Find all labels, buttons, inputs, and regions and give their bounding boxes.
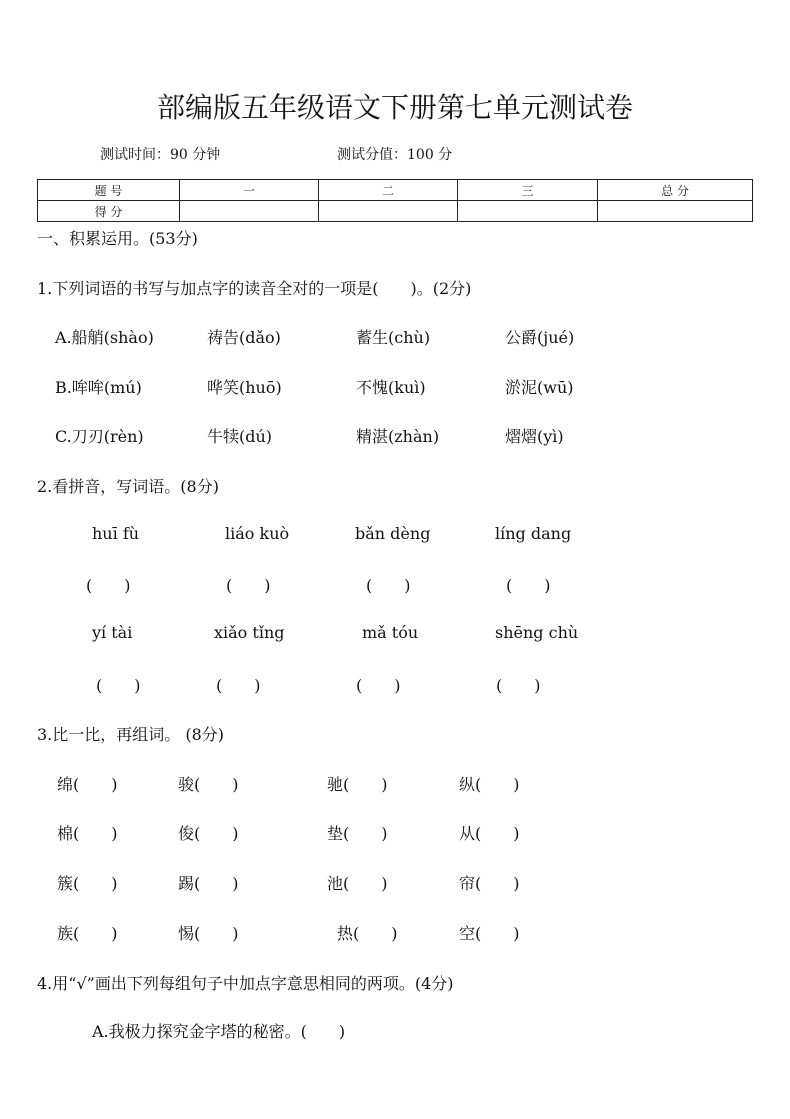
compare-item[interactable]: 棉( ) [57, 824, 118, 843]
score-header-cell: 一 [180, 180, 319, 201]
pinyin-label: yí tài [92, 623, 133, 642]
score-row-label: 得 分 [38, 201, 180, 222]
compare-item[interactable]: 池( ) [327, 874, 388, 893]
q1-option: 蓄生(chù) [356, 328, 431, 347]
compare-item[interactable]: 俊( ) [178, 824, 239, 843]
pinyin-label: liáo kuò [225, 524, 290, 543]
test-score: 测试分值：100 分 [337, 147, 453, 163]
q1-option: C.刀刃(rèn) [55, 427, 144, 446]
answer-blank[interactable]: ( ) [216, 676, 261, 695]
compare-item[interactable]: 从( ) [459, 824, 520, 843]
compare-item[interactable]: 惕( ) [178, 924, 239, 943]
compare-item[interactable]: 垫( ) [327, 824, 388, 843]
q1-option: 精湛(zhàn) [356, 427, 440, 446]
score-cell[interactable] [319, 201, 458, 222]
compare-item[interactable]: 纵( ) [459, 775, 520, 794]
q1-option: 公爵(jué) [505, 328, 575, 347]
pinyin-label: shēng chù [495, 623, 579, 642]
q1-option: B.哞哞(mú) [55, 378, 142, 397]
score-table [37, 179, 753, 222]
compare-item[interactable]: 空( ) [459, 924, 520, 943]
q1-option: 牛犊(dú) [207, 427, 273, 446]
answer-blank[interactable]: ( ) [506, 576, 551, 595]
page-title: 部编版五年级语文下册第七单元测试卷 [156, 91, 633, 124]
pinyin-label: xiǎo tǐng [214, 623, 285, 642]
answer-blank[interactable]: ( ) [496, 676, 541, 695]
score-header-cell: 三 [458, 180, 598, 201]
compare-item[interactable]: 族( ) [57, 924, 118, 943]
compare-item[interactable]: 踢( ) [178, 874, 239, 893]
score-header-cell: 题 号 [38, 180, 180, 201]
q4-option-a: A.我极力探究金字塔的秘密。( ) [92, 1022, 346, 1041]
pinyin-label: líng dang [495, 524, 572, 543]
answer-blank[interactable]: ( ) [226, 576, 271, 595]
compare-item[interactable]: 热( ) [337, 924, 398, 943]
q1-option: 不愧(kuì) [356, 378, 426, 397]
score-cell[interactable] [598, 201, 753, 222]
q1-option: 祷告(dǎo) [207, 328, 281, 347]
score-table-header-row [38, 180, 753, 201]
q1-option: 淤泥(wū) [505, 378, 574, 397]
question-3-stem: 3.比一比，再组词。 (8分) [37, 725, 225, 744]
compare-item[interactable]: 帘( ) [459, 874, 520, 893]
compare-item[interactable]: 驰( ) [327, 775, 388, 794]
score-header-cell: 二 [319, 180, 458, 201]
answer-blank[interactable]: ( ) [86, 576, 131, 595]
compare-item[interactable]: 簇( ) [57, 874, 118, 893]
section-heading: 一、积累运用。(53分) [37, 229, 198, 248]
answer-blank[interactable]: ( ) [366, 576, 411, 595]
compare-item[interactable]: 骏( ) [178, 775, 239, 794]
pinyin-label: huī fù [92, 524, 140, 543]
answer-blank[interactable]: ( ) [356, 676, 401, 695]
score-cell[interactable] [458, 201, 598, 222]
compare-item[interactable]: 绵( ) [57, 775, 118, 794]
score-table-score-row [38, 201, 753, 222]
q1-option: A.船艄(shào) [55, 328, 154, 347]
question-2-stem: 2.看拼音，写词语。(8分) [37, 477, 219, 496]
q1-option: 熠熠(yì) [505, 427, 564, 446]
answer-blank[interactable]: ( ) [96, 676, 141, 695]
pinyin-label: mǎ tóu [362, 623, 419, 642]
question-1-stem: 1.下列词语的书写与加点字的读音全对的一项是( )。(2分) [37, 279, 472, 298]
score-header-cell: 总 分 [598, 180, 753, 201]
score-cell[interactable] [180, 201, 319, 222]
pinyin-label: bǎn dèng [355, 524, 431, 543]
test-time: 测试时间：90 分钟 [100, 147, 221, 163]
q1-option: 哗笑(huō) [207, 378, 282, 397]
question-4-stem: 4.用“√”画出下列每组句子中加点字意思相同的两项。(4分) [37, 974, 454, 993]
